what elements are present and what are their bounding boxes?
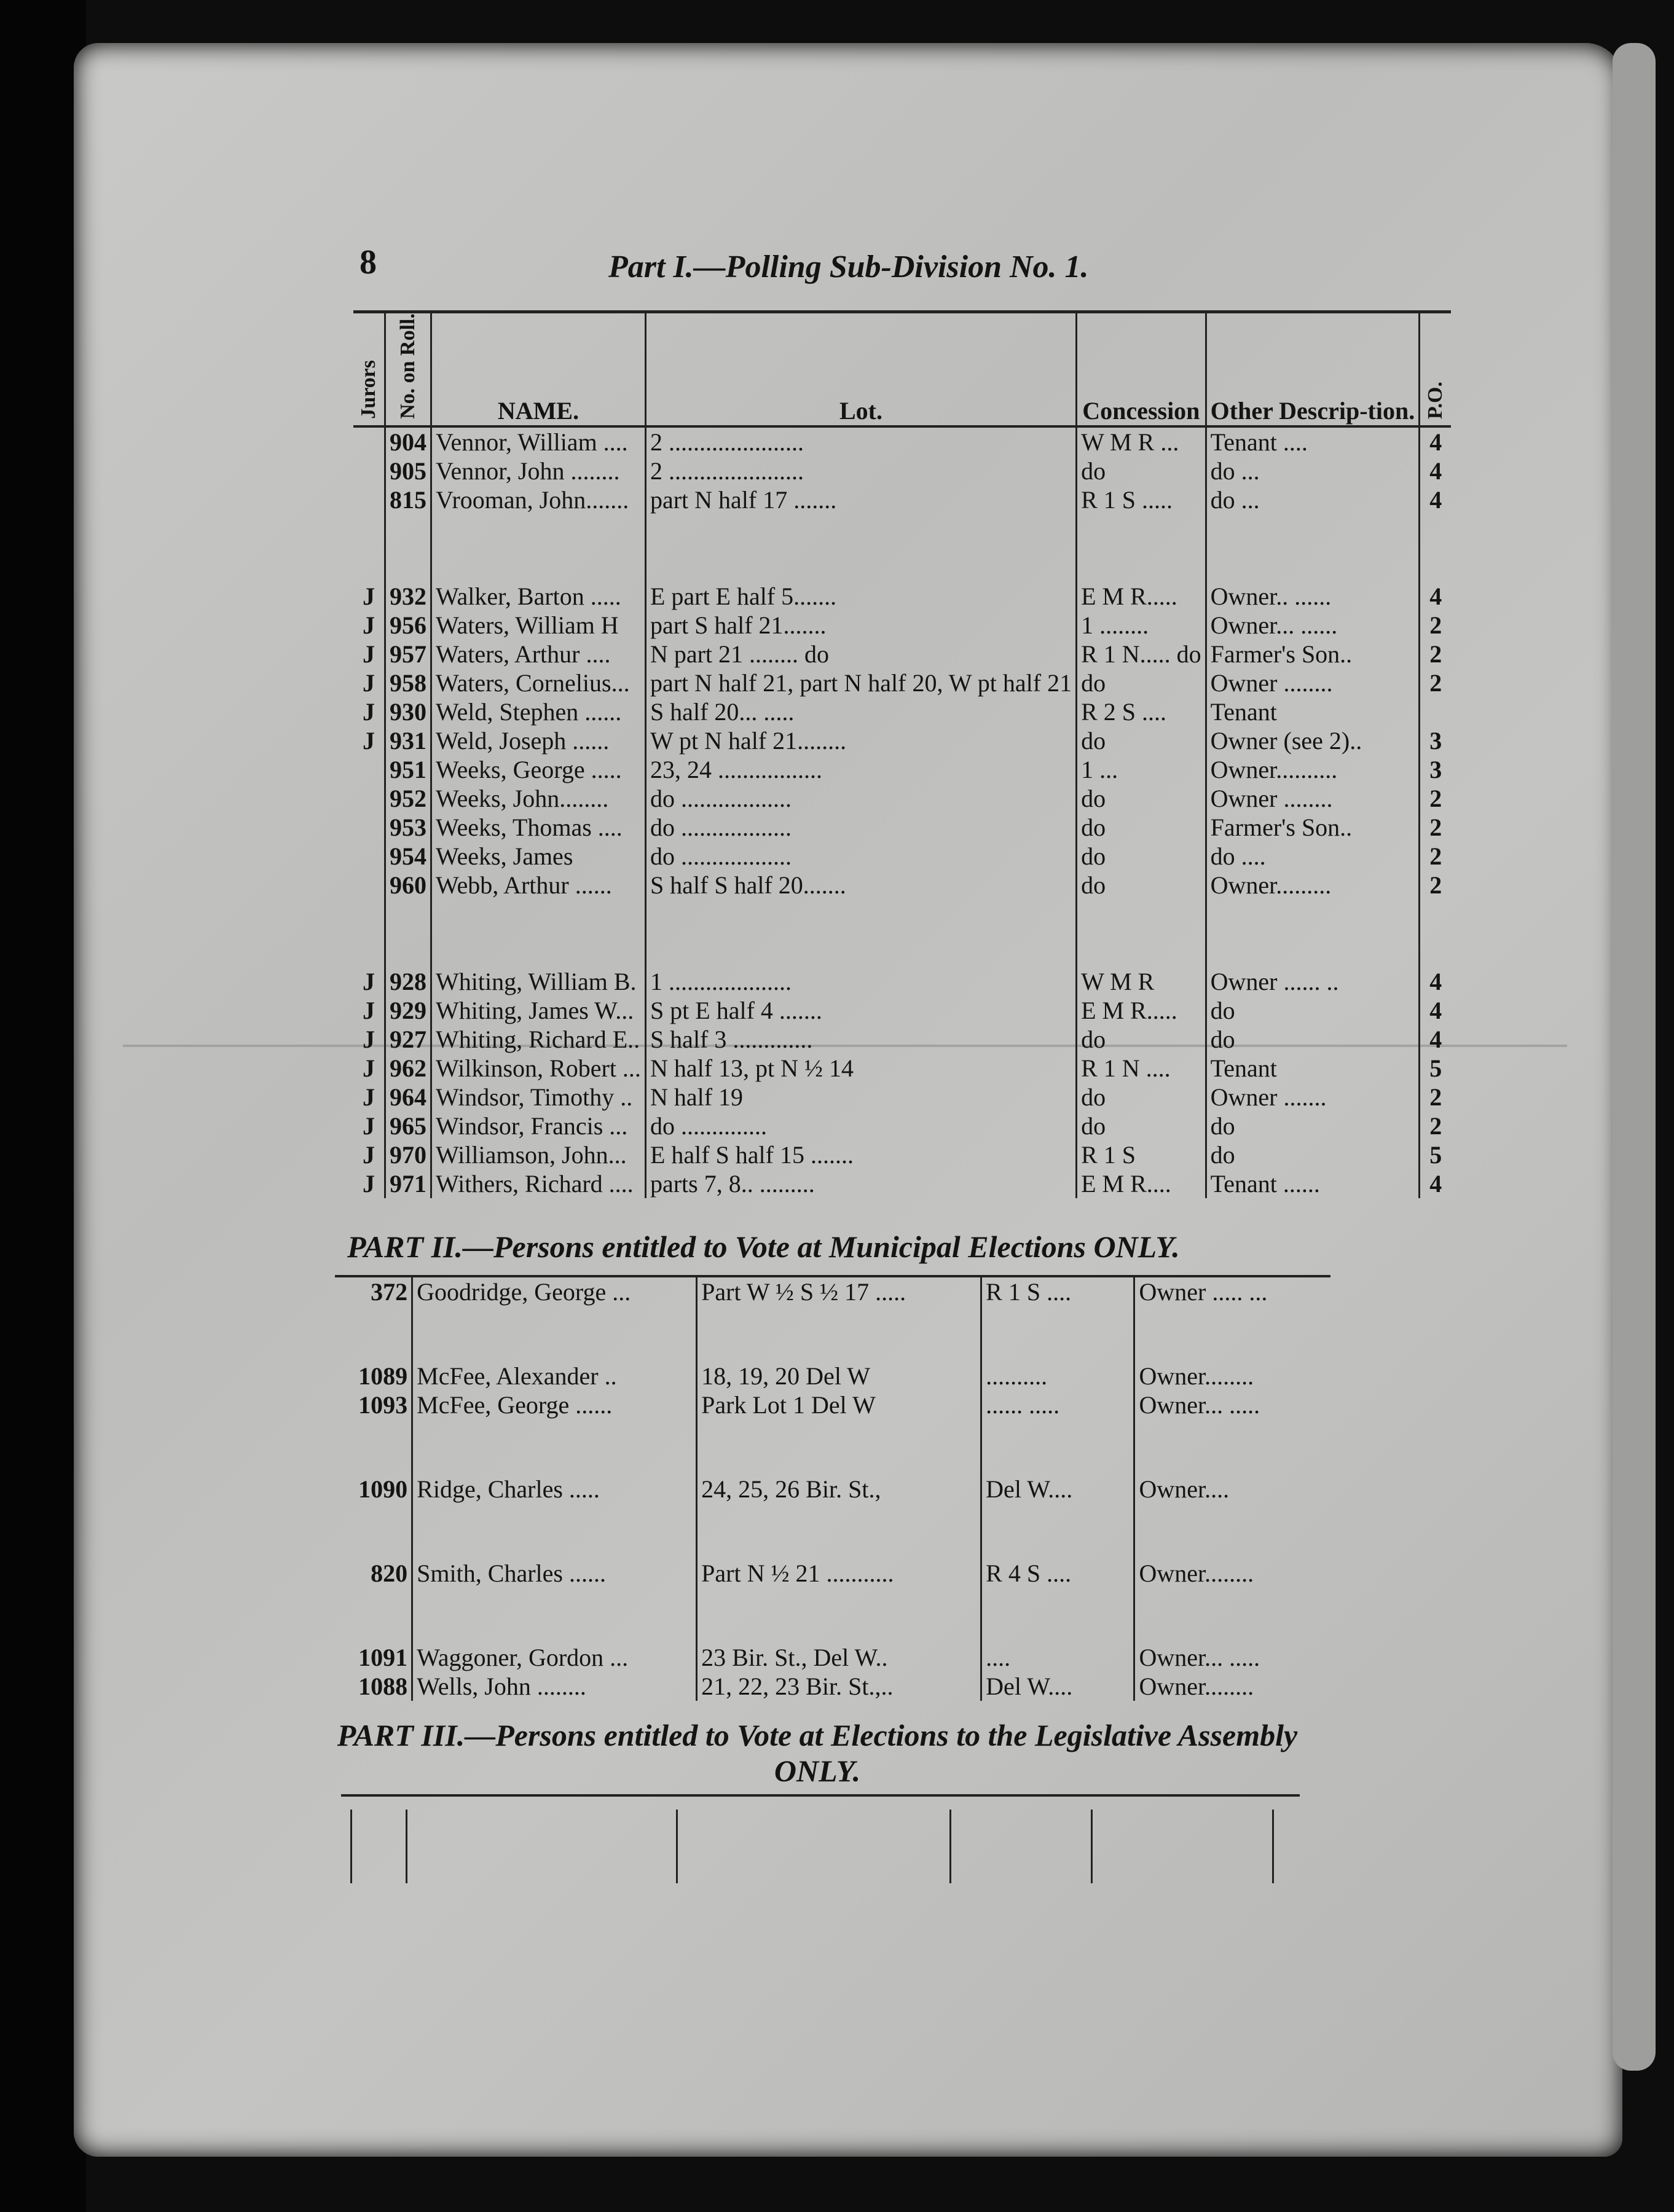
roll-number: 951 [385,755,431,784]
roll-entry-row [353,582,1451,611]
description: Tenant [1206,697,1420,726]
col-lot: Lot. [645,312,1076,426]
post-office: 4 [1429,457,1442,485]
post-office: 4 [1429,1169,1442,1198]
voter-name: Webb, Arthur ...... [431,871,646,900]
roll-entry-row [353,1054,1451,1083]
part3-col-rule [1091,1810,1093,1883]
concession: do [1077,1025,1206,1054]
juror-mark: J [353,1054,385,1083]
juror-mark [353,457,385,485]
part3-col-rule [949,1810,951,1883]
roll-number: 960 [385,871,431,900]
juror-mark [353,485,385,514]
roll-entry-row [353,871,1451,900]
group-spacer [335,1306,1330,1362]
roll-number: 1090 [335,1475,412,1504]
roll-entry-row [335,1390,1330,1419]
lot: Part N ½ 21 ........... [697,1559,981,1588]
group-spacer [353,514,1451,582]
juror-mark: J [353,1140,385,1169]
description: Owner........ [1139,1559,1254,1587]
concession: do [1077,813,1206,842]
voter-name: McFee, Alexander .. [412,1362,697,1390]
juror-mark: J [353,697,385,726]
lot: Park Lot 1 Del W [697,1390,981,1419]
post-office: 4 [1429,1025,1442,1053]
concession: ...... ..... [981,1390,1134,1419]
lot: N part 21 ........ do [645,640,1076,669]
roll-number: 952 [385,784,431,813]
lot: part N half 21, part N half 20, W pt half 21 [645,669,1076,697]
lot: parts 7, 8.. ......... [645,1169,1076,1198]
part3-col-rule [1272,1810,1274,1883]
col-concession: Concession [1077,312,1206,426]
post-office: 2 [1429,1083,1442,1111]
description: Farmer's Son.. [1206,640,1420,669]
post-office: 4 [1429,485,1442,514]
roll-number: 954 [385,842,431,871]
roll-number: 932 [385,582,431,611]
lot: do .................. [645,813,1076,842]
lot: 18, 19, 20 Del W [697,1362,981,1390]
roll-entry-row [353,755,1451,784]
post-office: 2 [1429,611,1442,639]
roll-entry-row [335,1362,1330,1390]
col-other-description: Other Descrip-tion. [1206,312,1420,426]
post-office: 3 [1429,726,1442,755]
scan-background [0,0,86,2212]
lot: 2 ...................... [645,426,1076,457]
juror-mark [353,784,385,813]
lot: S pt E half 4 ....... [645,996,1076,1025]
voter-name: Waters, Arthur .... [431,640,646,669]
roll-number: 928 [385,967,431,996]
roll-entry-row [335,1643,1330,1672]
col-name: NAME. [431,312,646,426]
description: do [1206,996,1420,1025]
roll-entry-row [335,1559,1330,1588]
voter-name: Windsor, Timothy .. [431,1083,646,1112]
description: Owner ...... .. [1206,967,1420,996]
page-edge [1613,43,1656,2071]
concession: do [1077,871,1206,900]
roll-number: 1093 [335,1390,412,1419]
voter-name: Goodridge, George ... [412,1276,697,1306]
concession: R 1 N..... do [1077,640,1206,669]
lot: do .................. [645,842,1076,871]
lot: E half S half 15 ....... [645,1140,1076,1169]
page-header: Part I.—Polling Sub-Division No. 1. [608,249,1089,284]
roll-number: 372 [335,1276,412,1306]
roll-number: 930 [385,697,431,726]
voter-name: Weld, Stephen ...... [431,697,646,726]
roll-number: 815 [385,485,431,514]
lot: do .............. [645,1112,1076,1140]
juror-mark: J [353,582,385,611]
lot: part N half 17 ....... [645,485,1076,514]
roll-number: 929 [385,996,431,1025]
roll-number: 956 [385,611,431,640]
description: Owner (see 2).. [1206,726,1420,755]
roll-entry-row [353,1025,1451,1054]
roll-entry-row [353,457,1451,485]
post-office: 5 [1429,1054,1442,1082]
roll-entry-row [353,697,1451,726]
roll-entry-row [335,1475,1330,1504]
description: Owner... ...... [1206,611,1420,640]
description: Owner ..... ... [1134,1276,1330,1306]
description: Tenant [1206,1054,1420,1083]
voter-name: Withers, Richard .... [431,1169,646,1198]
voter-name: Ridge, Charles ..... [412,1475,697,1504]
description: Owner ........ [1206,669,1420,697]
lot: Part W ½ S ½ 17 ..... [697,1276,981,1306]
description: Farmer's Son.. [1206,813,1420,842]
concession: do [1077,1112,1206,1140]
part2-table [335,1275,1330,1701]
voter-name: Smith, Charles ...... [412,1559,697,1588]
voter-name: Weeks, John........ [431,784,646,813]
juror-mark: J [353,967,385,996]
voter-name: Waters, William H [431,611,646,640]
description: Tenant .... [1206,426,1420,457]
description: Owner... ..... [1139,1391,1260,1419]
roll-number: 971 [385,1169,431,1198]
description: Owner.... [1139,1475,1230,1503]
roll-entry-row [353,967,1451,996]
part1-table [353,310,1451,1198]
post-office: 4 [1429,967,1442,995]
concession: E M R..... [1077,996,1206,1025]
post-office: 5 [1429,1140,1442,1169]
post-office: 2 [1429,871,1442,899]
lot: 2 ...................... [645,457,1076,485]
roll-entry-row [353,813,1451,842]
roll-number: 953 [385,813,431,842]
roll-entry-row [353,426,1451,457]
description: do ... [1206,457,1420,485]
concession: E M R.... [1077,1169,1206,1198]
roll-number: 1088 [335,1672,412,1701]
concession: do [1077,726,1206,755]
lot: N half 13, pt N ½ 14 [645,1054,1076,1083]
group-spacer [335,1588,1330,1643]
post-office: 4 [1429,428,1442,456]
juror-mark: J [353,1112,385,1140]
voter-name: Wilkinson, Robert ... [431,1054,646,1083]
roll-number: 958 [385,669,431,697]
lot: S half 3 ............. [645,1025,1076,1054]
description: do .... [1206,842,1420,871]
concession: do [1077,669,1206,697]
roll-number: 905 [385,457,431,485]
post-office [1420,697,1452,726]
voter-name: Weld, Joseph ...... [431,726,646,755]
group-spacer [335,1419,1330,1475]
roll-number: 964 [385,1083,431,1112]
concession: W M R ... [1077,426,1206,457]
juror-mark: J [353,640,385,669]
description: Owner ........ [1206,784,1420,813]
roll-entry-row [353,842,1451,871]
col-jurors: Jurors [353,312,385,426]
voter-name: Weeks, James [431,842,646,871]
part3-title: PART III.—Persons entitled to Vote at Elections to the Legislative Assembly ONLY. [337,1718,1298,1788]
post-office: 2 [1429,784,1442,812]
post-office: 2 [1429,813,1442,841]
lot: 21, 22, 23 Bir. St.,.. [697,1672,981,1701]
description: do [1206,1140,1420,1169]
description: do ... [1206,485,1420,514]
concession: R 2 S .... [1077,697,1206,726]
juror-mark: J [353,1025,385,1054]
lot: S half S half 20....... [645,871,1076,900]
juror-mark: J [353,611,385,640]
concession: do [1077,784,1206,813]
lot: do .................. [645,784,1076,813]
concession: do [1077,457,1206,485]
voter-name: Whiting, William B. [431,967,646,996]
lot: part S half 21....... [645,611,1076,640]
roll-number: 820 [335,1559,412,1588]
concession: .......... [981,1362,1134,1390]
juror-mark [353,755,385,784]
juror-mark [353,842,385,871]
part3-rule [341,1794,1300,1797]
roll-entry-row [353,669,1451,697]
description: do [1206,1112,1420,1140]
concession: R 1 S ..... [1077,485,1206,514]
roll-entry-row [353,996,1451,1025]
group-spacer [335,1504,1330,1559]
roll-number: 957 [385,640,431,669]
roll-entry-row [353,1140,1451,1169]
voter-name: Wells, John ........ [412,1672,697,1701]
lot: 1 .................... [645,967,1076,996]
voter-name: Whiting, Richard E.. [431,1025,646,1054]
juror-mark [353,813,385,842]
roll-entry-row [353,726,1451,755]
roll-entry-row [353,1112,1451,1140]
roll-number: 965 [385,1112,431,1140]
voter-name: Windsor, Francis ... [431,1112,646,1140]
post-office: 3 [1429,755,1442,783]
juror-mark [353,871,385,900]
roll-entry-row [353,1083,1451,1112]
roll-entry-row [353,611,1451,640]
post-office: 2 [1429,640,1442,668]
description: Owner........ [1139,1673,1254,1700]
juror-mark: J [353,996,385,1025]
roll-number: 904 [385,426,431,457]
voter-name: Vennor, John ........ [431,457,646,485]
part3-col-rule [676,1810,678,1883]
concession: do [1077,842,1206,871]
description: do [1206,1025,1420,1054]
description: Owner.......... [1206,755,1420,784]
roll-number: 1089 [335,1362,412,1390]
post-office: 4 [1429,996,1442,1024]
part2-title: PART II.—Persons entitled to Vote at Municipal Elections ONLY. [347,1230,1180,1264]
lot: 24, 25, 26 Bir. St., [697,1475,981,1504]
concession: R 1 S .... [981,1276,1134,1306]
roll-number: 931 [385,726,431,755]
roll-entry-row [353,1169,1451,1198]
voter-name: Vennor, William .... [431,426,646,457]
voter-name: Waggoner, Gordon ... [412,1643,697,1672]
description: Owner........ [1139,1362,1254,1390]
post-office: 2 [1429,1112,1442,1140]
post-office: 4 [1429,582,1442,610]
juror-mark [353,426,385,457]
concession: 1 ... [1077,755,1206,784]
description: Owner ....... [1206,1083,1420,1112]
voter-name: McFee, George ...... [412,1390,697,1419]
group-spacer [353,900,1451,967]
description: Owner.. ...... [1206,582,1420,611]
voter-name: Walker, Barton ..... [431,582,646,611]
juror-mark: J [353,669,385,697]
lot: S half 20... ..... [645,697,1076,726]
roll-number: 970 [385,1140,431,1169]
roll-entry-row [335,1672,1330,1701]
roll-entry-row [335,1276,1330,1306]
juror-mark: J [353,1083,385,1112]
concession: E M R..... [1077,582,1206,611]
voter-name: Waters, Cornelius... [431,669,646,697]
roll-entry-row [353,485,1451,514]
concession: R 1 S [1077,1140,1206,1169]
lot: 23, 24 ................. [645,755,1076,784]
description: Owner......... [1206,871,1420,900]
juror-mark: J [353,726,385,755]
voter-name: Whiting, James W... [431,996,646,1025]
voter-name: Williamson, John... [431,1140,646,1169]
voter-name: Weeks, George ..... [431,755,646,784]
part3-col-rule [350,1810,352,1883]
part3-col-rule [406,1810,407,1883]
juror-mark: J [353,1169,385,1198]
col-no-on-roll: No. on Roll. [385,312,431,426]
voter-name: Vrooman, John....... [431,485,646,514]
roll-number: 962 [385,1054,431,1083]
description: Tenant ...... [1206,1169,1420,1198]
roll-entry-row [353,640,1451,669]
lot: E part E half 5....... [645,582,1076,611]
description: Owner... ..... [1139,1644,1260,1671]
post-office: 2 [1429,669,1442,697]
voter-name: Weeks, Thomas .... [431,813,646,842]
concession: R 4 S .... [981,1559,1134,1588]
col-po: P.O. [1420,312,1452,426]
concession: R 1 N .... [1077,1054,1206,1083]
page-number: 8 [360,243,377,281]
lot: W pt N half 21........ [645,726,1076,755]
concession: 1 ........ [1077,611,1206,640]
concession: Del W.... [981,1672,1134,1701]
lot: 23 Bir. St., Del W.. [697,1643,981,1672]
post-office: 2 [1429,842,1442,870]
concession: Del W.... [981,1475,1134,1504]
concession: W M R [1077,967,1206,996]
lot: N half 19 [645,1083,1076,1112]
roll-entry-row [353,784,1451,813]
roll-number: 1091 [335,1643,412,1672]
concession: do [1077,1083,1206,1112]
concession: .... [981,1643,1134,1672]
roll-number: 927 [385,1025,431,1054]
